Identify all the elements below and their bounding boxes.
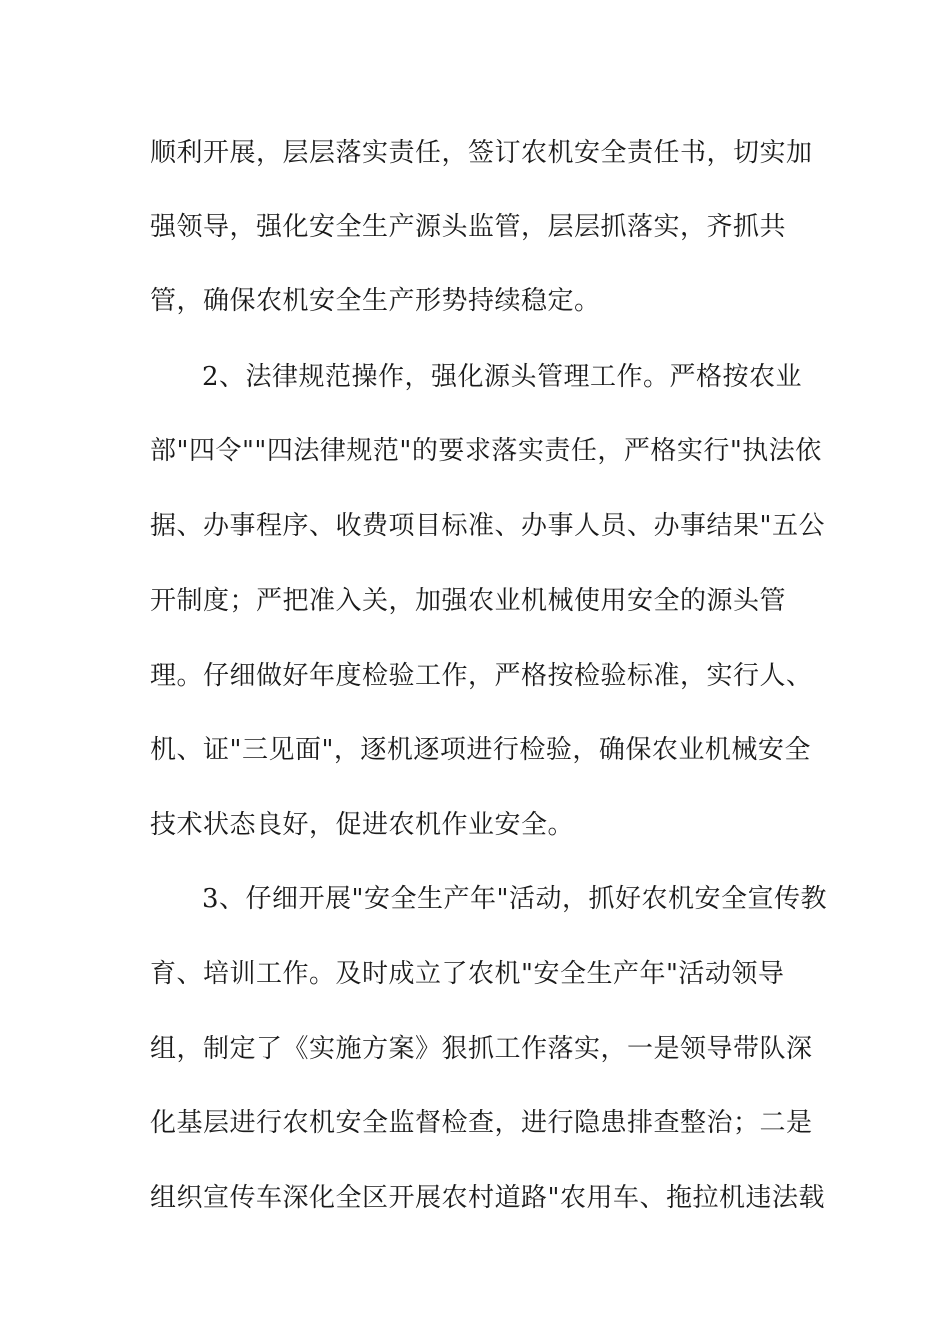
text-line: 理。仔细做好年度检验工作，严格按检验标准，实行人、 <box>150 661 813 691</box>
text-line: 组，制定了《实施方案》狠抓工作落实，一是领导带队深 <box>150 1034 813 1064</box>
paragraph-3-start: 3、仔细开展"安全生产年"活动，抓好农机安全宣传教 <box>202 884 827 914</box>
text-line: 管，确保农机安全生产形势持续稳定。 <box>150 286 601 316</box>
text-line: 化基层进行农机安全监督检查，进行隐患排查整治；二是 <box>150 1108 813 1138</box>
text-line: 强领导，强化安全生产源头监管，层层抓落实，齐抓共 <box>150 212 787 242</box>
text-line: 顺利开展，层层落实责任，签订农机安全责任书，切实加 <box>150 138 813 168</box>
text-line: 机、证"三见面"，逐机逐项进行检验，确保农业机械安全 <box>150 735 811 765</box>
text-line: 开制度；严把准入关，加强农业机械使用安全的源头管 <box>150 586 787 616</box>
text-line: 育、培训工作。及时成立了农机"安全生产年"活动领导 <box>150 959 785 989</box>
text-line: 组织宣传车深化全区开展农村道路"农用车、拖拉机违法载 <box>150 1183 825 1213</box>
text-line: 技术状态良好，促进农机作业安全。 <box>150 810 575 840</box>
paragraph-2-start: 2、法律规范操作，强化源头管理工作。严格按农业 <box>202 362 803 392</box>
text-line: 部"四令""四法律规范"的要求落实责任，严格实行"执法依 <box>150 436 822 466</box>
text-line: 据、办事程序、收费项目标准、办事人员、办事结果"五公 <box>150 511 825 541</box>
